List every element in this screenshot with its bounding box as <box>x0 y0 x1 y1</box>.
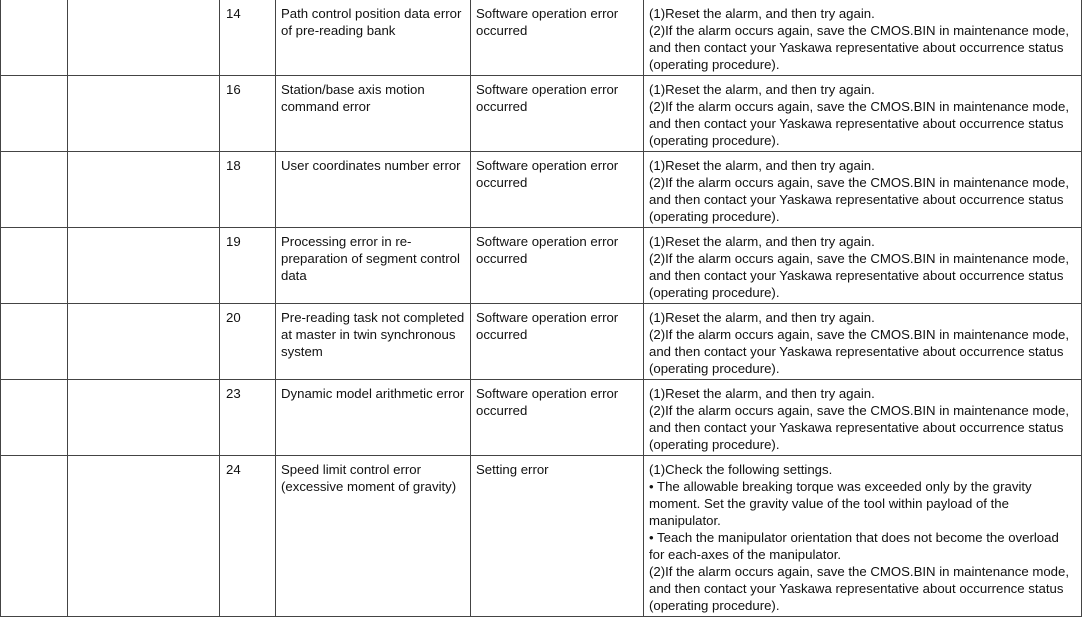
remedy-line: (1)Reset the alarm, and then try again. <box>649 310 875 325</box>
remedy-line: (2)If the alarm occurs again, save the CMOS.BIN in maintenance mode, and then contact your Yaskawa representative about occurrence status (operating procedure). <box>649 99 1069 148</box>
remedy-cell <box>644 76 1082 152</box>
remedy-line: (1)Reset the alarm, and then try again. <box>649 82 875 97</box>
alarm-name-cell <box>68 228 220 304</box>
remedy-bullet: • Teach the manipulator orientation that does not become the overload for each-axes of the manipulator. <box>649 530 1059 562</box>
sub-code-cell: 24 <box>220 456 276 617</box>
remedy-cell <box>644 228 1082 304</box>
remedy-cell <box>644 0 1082 76</box>
alarm-name-cell <box>68 152 220 228</box>
alarm-number-cell <box>1 380 68 456</box>
table-row <box>1 380 1082 456</box>
remedy-line: (2)If the alarm occurs again, save the CMOS.BIN in maintenance mode, and then contact your Yaskawa representative about occurrence status (operating procedure). <box>649 564 1069 613</box>
cause-cell: Software operation error occurred <box>471 380 644 456</box>
alarm-number-cell <box>1 152 68 228</box>
sub-code-meaning-cell: Path control position data error of pre-reading bank <box>276 0 471 76</box>
sub-code-cell: 20 <box>220 304 276 380</box>
remedy-line: (1)Reset the alarm, and then try again. <box>649 386 875 401</box>
sub-code-meaning-cell: Processing error in re-preparation of segment control data <box>276 228 471 304</box>
cause-cell: Software operation error occurred <box>471 152 644 228</box>
remedy-cell <box>644 456 1082 617</box>
alarm-name-cell <box>68 0 220 76</box>
remedy-line: (2)If the alarm occurs again, save the CMOS.BIN in maintenance mode, and then contact your Yaskawa representative about occurrence status (operating procedure). <box>649 403 1069 452</box>
sub-code-cell: 23 <box>220 380 276 456</box>
sub-code-meaning-cell: Dynamic model arithmetic error <box>276 380 471 456</box>
alarm-number-cell <box>1 304 68 380</box>
remedy-line: (2)If the alarm occurs again, save the CMOS.BIN in maintenance mode, and then contact your Yaskawa representative about occurrence status (operating procedure). <box>649 175 1069 224</box>
remedy-line: (2)If the alarm occurs again, save the CMOS.BIN in maintenance mode, and then contact your Yaskawa representative about occurrence status (operating procedure). <box>649 327 1069 376</box>
alarm-name-cell <box>68 380 220 456</box>
table-row <box>1 0 1082 76</box>
alarm-number-cell <box>1 228 68 304</box>
sub-code-cell: 19 <box>220 228 276 304</box>
remedy-line: (1)Check the following settings. <box>649 462 833 477</box>
remedy-line: (1)Reset the alarm, and then try again. <box>649 6 875 21</box>
sub-code-cell: 16 <box>220 76 276 152</box>
remedy-line: (1)Reset the alarm, and then try again. <box>649 234 875 249</box>
alarm-name-cell <box>68 304 220 380</box>
sub-code-meaning-cell: Station/base axis motion command error <box>276 76 471 152</box>
table-row <box>1 228 1082 304</box>
cause-cell: Software operation error occurred <box>471 304 644 380</box>
remedy-bullet: • The allowable breaking torque was exceeded only by the gravity moment. Set the gravity value of the tool within payload of the manipulator. <box>649 479 1032 528</box>
sub-code-cell: 18 <box>220 152 276 228</box>
sub-code-meaning-cell: User coordinates number error <box>276 152 471 228</box>
cause-cell: Software operation error occurred <box>471 0 644 76</box>
cause-cell: Software operation error occurred <box>471 76 644 152</box>
alarm-number-cell <box>1 456 68 617</box>
sub-code-cell: 14 <box>220 0 276 76</box>
remedy-cell <box>644 152 1082 228</box>
remedy-line: (1)Reset the alarm, and then try again. <box>649 158 875 173</box>
table-row <box>1 456 1082 617</box>
remedy-line: (2)If the alarm occurs again, save the CMOS.BIN in maintenance mode, and then contact your Yaskawa representative about occurrence status (operating procedure). <box>649 23 1069 72</box>
remedy-line: (2)If the alarm occurs again, save the CMOS.BIN in maintenance mode, and then contact your Yaskawa representative about occurrence status (operating procedure). <box>649 251 1069 300</box>
table-row <box>1 152 1082 228</box>
remedy-cell <box>644 304 1082 380</box>
cause-cell: Setting error <box>471 456 644 617</box>
alarm-name-cell <box>68 76 220 152</box>
alarm-number-cell <box>1 0 68 76</box>
remedy-cell <box>644 380 1082 456</box>
alarm-number-cell <box>1 76 68 152</box>
table-row <box>1 304 1082 380</box>
table-row <box>1 76 1082 152</box>
sub-code-meaning-cell: Speed limit control error (excessive moment of gravity) <box>276 456 471 617</box>
alarm-name-cell <box>68 456 220 617</box>
sub-code-meaning-cell: Pre-reading task not completed at master in twin synchronous system <box>276 304 471 380</box>
cause-cell: Software operation error occurred <box>471 228 644 304</box>
